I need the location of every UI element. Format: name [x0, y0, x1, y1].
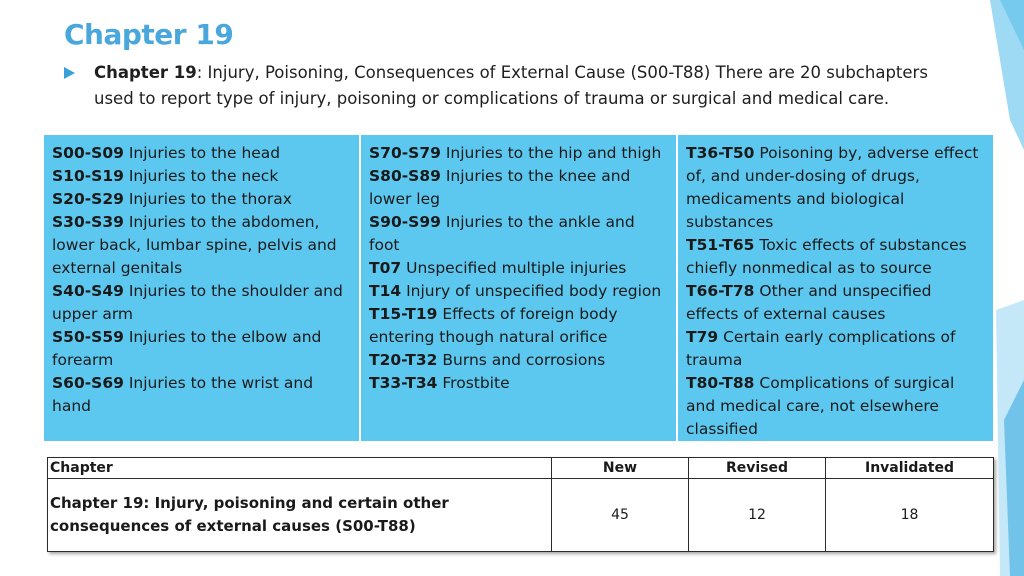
header-new: New — [552, 458, 689, 479]
code-column-1 — [44, 135, 361, 441]
code-entry: S00-S09 Injuries to the head — [52, 144, 281, 162]
code-entry: S50-S59 Injuries to the elbow and forearm — [52, 328, 322, 369]
header-chapter: Chapter — [48, 458, 552, 479]
bullet-body: : Injury, Poisoning, Consequences of External Cause (S00-T88) There are 20 subchapters used to report type of injury, poisoning or complications of trauma or surgical and medical care. — [94, 63, 928, 108]
cell-new: 45 — [552, 479, 689, 552]
code-entry: T15-T19 Effects of foreign body entering though natural orifice — [369, 305, 618, 346]
header-invalidated: Invalidated — [826, 458, 994, 479]
header-revised: Revised — [689, 458, 826, 479]
code-entry: T36-T50 Poisoning by, adverse effect of, and under-dosing of drugs, medicaments and biological substances — [686, 144, 979, 231]
code-entry: S20-S29 Injuries to the thorax — [52, 190, 292, 208]
code-entry: T66-T78 Other and unspecified effects of external causes — [686, 282, 932, 323]
bullet-bold-lead: Chapter 19 — [94, 63, 197, 82]
summary-table — [47, 457, 994, 552]
code-column-2 — [361, 135, 678, 441]
code-entry: S40-S49 Injuries to the shoulder and upper arm — [52, 282, 343, 323]
code-entry: T80-T88 Complications of surgical and medical care, not elsewhere classified — [686, 374, 955, 438]
code-entry: S10-S19 Injuries to the neck — [52, 167, 279, 185]
bullet-paragraph — [64, 60, 944, 112]
table-row — [48, 479, 994, 552]
cell-invalidated: 18 — [826, 479, 994, 552]
code-range-table — [43, 134, 994, 442]
code-entry: T51-T65 Toxic effects of substances chiefly nonmedical as to source — [686, 236, 967, 277]
code-entry: S30-S39 Injuries to the abdomen, lower back, lumbar spine, pelvis and external genitals — [52, 213, 337, 277]
code-entry: S60-S69 Injuries to the wrist and hand — [52, 374, 314, 415]
code-entry: T33-T34 Frostbite — [369, 374, 510, 392]
slide-title: Chapter 19 — [64, 18, 234, 51]
code-entry: S90-S99 Injuries to the ankle and foot — [369, 213, 635, 254]
code-entry: S70-S79 Injuries to the hip and thigh — [369, 144, 662, 162]
table-header-row — [48, 458, 994, 479]
code-entry: T07 Unspecified multiple injuries — [369, 259, 627, 277]
code-entry: S80-S89 Injuries to the knee and lower leg — [369, 167, 631, 208]
code-entry: T79 Certain early complications of trauma — [686, 328, 956, 369]
bullet-arrow-icon — [64, 67, 75, 79]
code-entry: T14 Injury of unspecified body region — [369, 282, 662, 300]
cell-revised: 12 — [689, 479, 826, 552]
code-entry: T20-T32 Burns and corrosions — [369, 351, 606, 369]
cell-chapter: Chapter 19: Injury, poisoning and certain other consequences of external causes (S00-T88) — [48, 479, 552, 552]
code-column-3 — [678, 135, 993, 441]
